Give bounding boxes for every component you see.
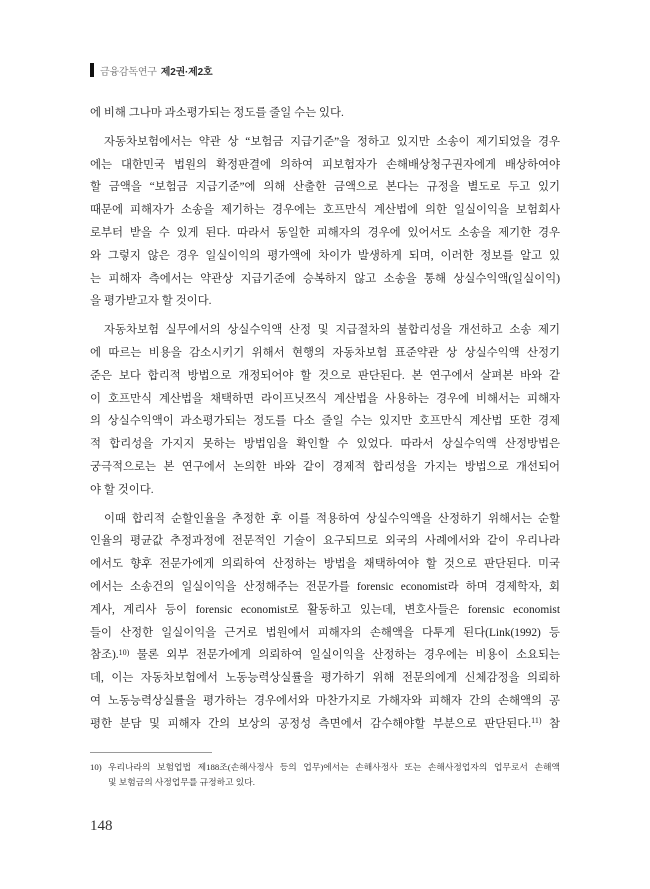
text-segment: 참조).: [90, 649, 119, 662]
text-line: 들이 산정한 일실이익을 근거로 법원에서 피해자의 손해액을 다투게 된다(Link(1992) 등: [90, 626, 560, 639]
text-line: 에 따르는 비용을 감소시키기 위해서 현행의 자동차보험 표준약관 상 상실수익액 산정기: [90, 346, 560, 359]
footnote-marker: 10): [90, 762, 102, 772]
text-line: 자동차보험 실무에서의 상실수익액 산정 및 지급절차의 불합리성을 개선하고 소송 제기: [104, 324, 560, 337]
paragraph: [90, 131, 560, 313]
text-line: [90, 644, 560, 667]
text-line: 자동차보험에서는 약관 상 “보험금 지급기준”을 정하고 있지만 소송이 제기되었을 경우: [104, 135, 560, 148]
text-line: 계사, 계리사 등이 forensic economist로 활동하고 있는데, 변호사들은 forensic economist: [90, 603, 560, 616]
text-segment: 평한 분담 및 피해자 간의 보상의 공정성 측면에서 감수해야할 부분으로 판단된다.: [90, 717, 532, 730]
journal-name: 금융감독연구: [100, 66, 157, 78]
footnote-ref: 10): [118, 647, 130, 657]
footnote-indent: [90, 775, 108, 790]
page-number: 148: [90, 818, 113, 834]
text-line: 을 평가받고자 할 것이다.: [90, 295, 212, 308]
footnote-line: [90, 760, 560, 775]
text-line: 에서도 향후 전문가에게 의뢰하여 산정하는 방법을 채택하여야 할 것으로 판단된다. 미국: [90, 558, 560, 571]
text-line: 인율의 평균값 추정과정에 전문적인 기술이 요구되므로 외국의 사례에서와 같이 우리나라: [90, 535, 560, 548]
text-line: 에는 대한민국 법원의 확정판결에 의하여 피보험자가 손해배상청구권자에게 배상하여야: [90, 158, 560, 171]
text-line: 준은 보다 합리적 방법으로 개정되어야 할 것으로 판단된다. 본 연구에서 살펴본 바와 같: [90, 369, 560, 382]
body-text: [90, 102, 560, 736]
text-line: 데, 이는 자동차보험에서 노동능력상실률을 평가하기 위해 전문의에게 신체감정을 의뢰하: [90, 672, 560, 685]
text-line: [90, 713, 560, 736]
footnote-line: [90, 775, 560, 790]
text-line: 의 상실수익액이 과소평가되는 정도를 다소 줄일 수는 있지만 호프만식 계산법 또한 경제: [90, 415, 560, 428]
footnote-text: 우리나라의 보험업법 제188조(손해사정사 등의 업무)에서는 손해사정사 또는 손해사정업자의 업무로서 손해액: [108, 762, 560, 772]
text-segment: 물론 외부 전문가에게 의뢰하여 일실이익을 산정하는 경우에는 비용이 소요되는: [129, 649, 560, 662]
text-line: 할 금액을 “보험금 지급기준”에 의해 산출한 금액으로 본다는 규정을 별도로 두고 있기: [90, 181, 560, 194]
text-line: 와 그렇지 않은 경우 일실이익의 평가액에 차이가 발생하게 되며, 이러한 정보를 알고 있: [90, 249, 560, 262]
text-line: 적 합리성을 가지지 못하는 방법임을 확인할 수 있었다. 따라서 상실수익액 산정방법은: [90, 438, 560, 451]
paragraph: [90, 102, 560, 125]
text-line: 궁극적으로는 본 연구에서 논의한 바와 같이 경제적 합리성을 가지는 방법으로 개선되어: [90, 460, 560, 473]
text-line: 여 노동능력상실률을 평가하는 경우에서와 마찬가지로 가해자와 피해자 간의 손해액의 공: [90, 694, 560, 707]
header-bar: [90, 63, 94, 77]
text-line: 로부터 받을 수 있게 된다. 따라서 동일한 피해자의 경우에 있어서도 소송을 제기한 경우: [90, 226, 560, 239]
running-header: [90, 62, 212, 78]
paragraph: [90, 319, 560, 501]
text-line: 는 피해자 측에서는 약관상 지급기준에 승복하지 않고 소송을 통해 상실수익액(일실이익): [90, 272, 560, 285]
text-line: 야 할 것이다.: [90, 483, 154, 496]
text-line: 이 호프만식 계산법을 채택하면 라이프닛쯔식 계산법을 사용하는 경우에 비해서는 피해자: [90, 392, 560, 405]
text-line: 이때 합리적 순할인율을 추정한 후 이를 적용하여 상실수익액을 산정하기 위해서는 순할: [104, 512, 560, 525]
text-line: 때문에 피해자가 소송을 제기하는 경우에는 호프만식 계산법에 의한 일실이익을 보험회사: [90, 204, 560, 217]
footnote: [90, 760, 560, 790]
footnote-ref: 11): [531, 716, 542, 726]
text-line: 에 비해 그나마 과소평가되는 정도를 줄일 수는 있다.: [90, 107, 344, 119]
paragraph: [90, 508, 560, 736]
footnote-separator: [90, 752, 212, 753]
text-line: 에서는 소송건의 일실이익을 산정해주는 전문가를 forensic economist라 하며 경제학자, 회: [90, 580, 560, 593]
footnote-text: 및 보험금의 사정업무를 규정하고 있다.: [108, 777, 255, 787]
text-segment: 참: [541, 717, 561, 730]
issue-label: 제2권·제2호: [160, 66, 213, 78]
